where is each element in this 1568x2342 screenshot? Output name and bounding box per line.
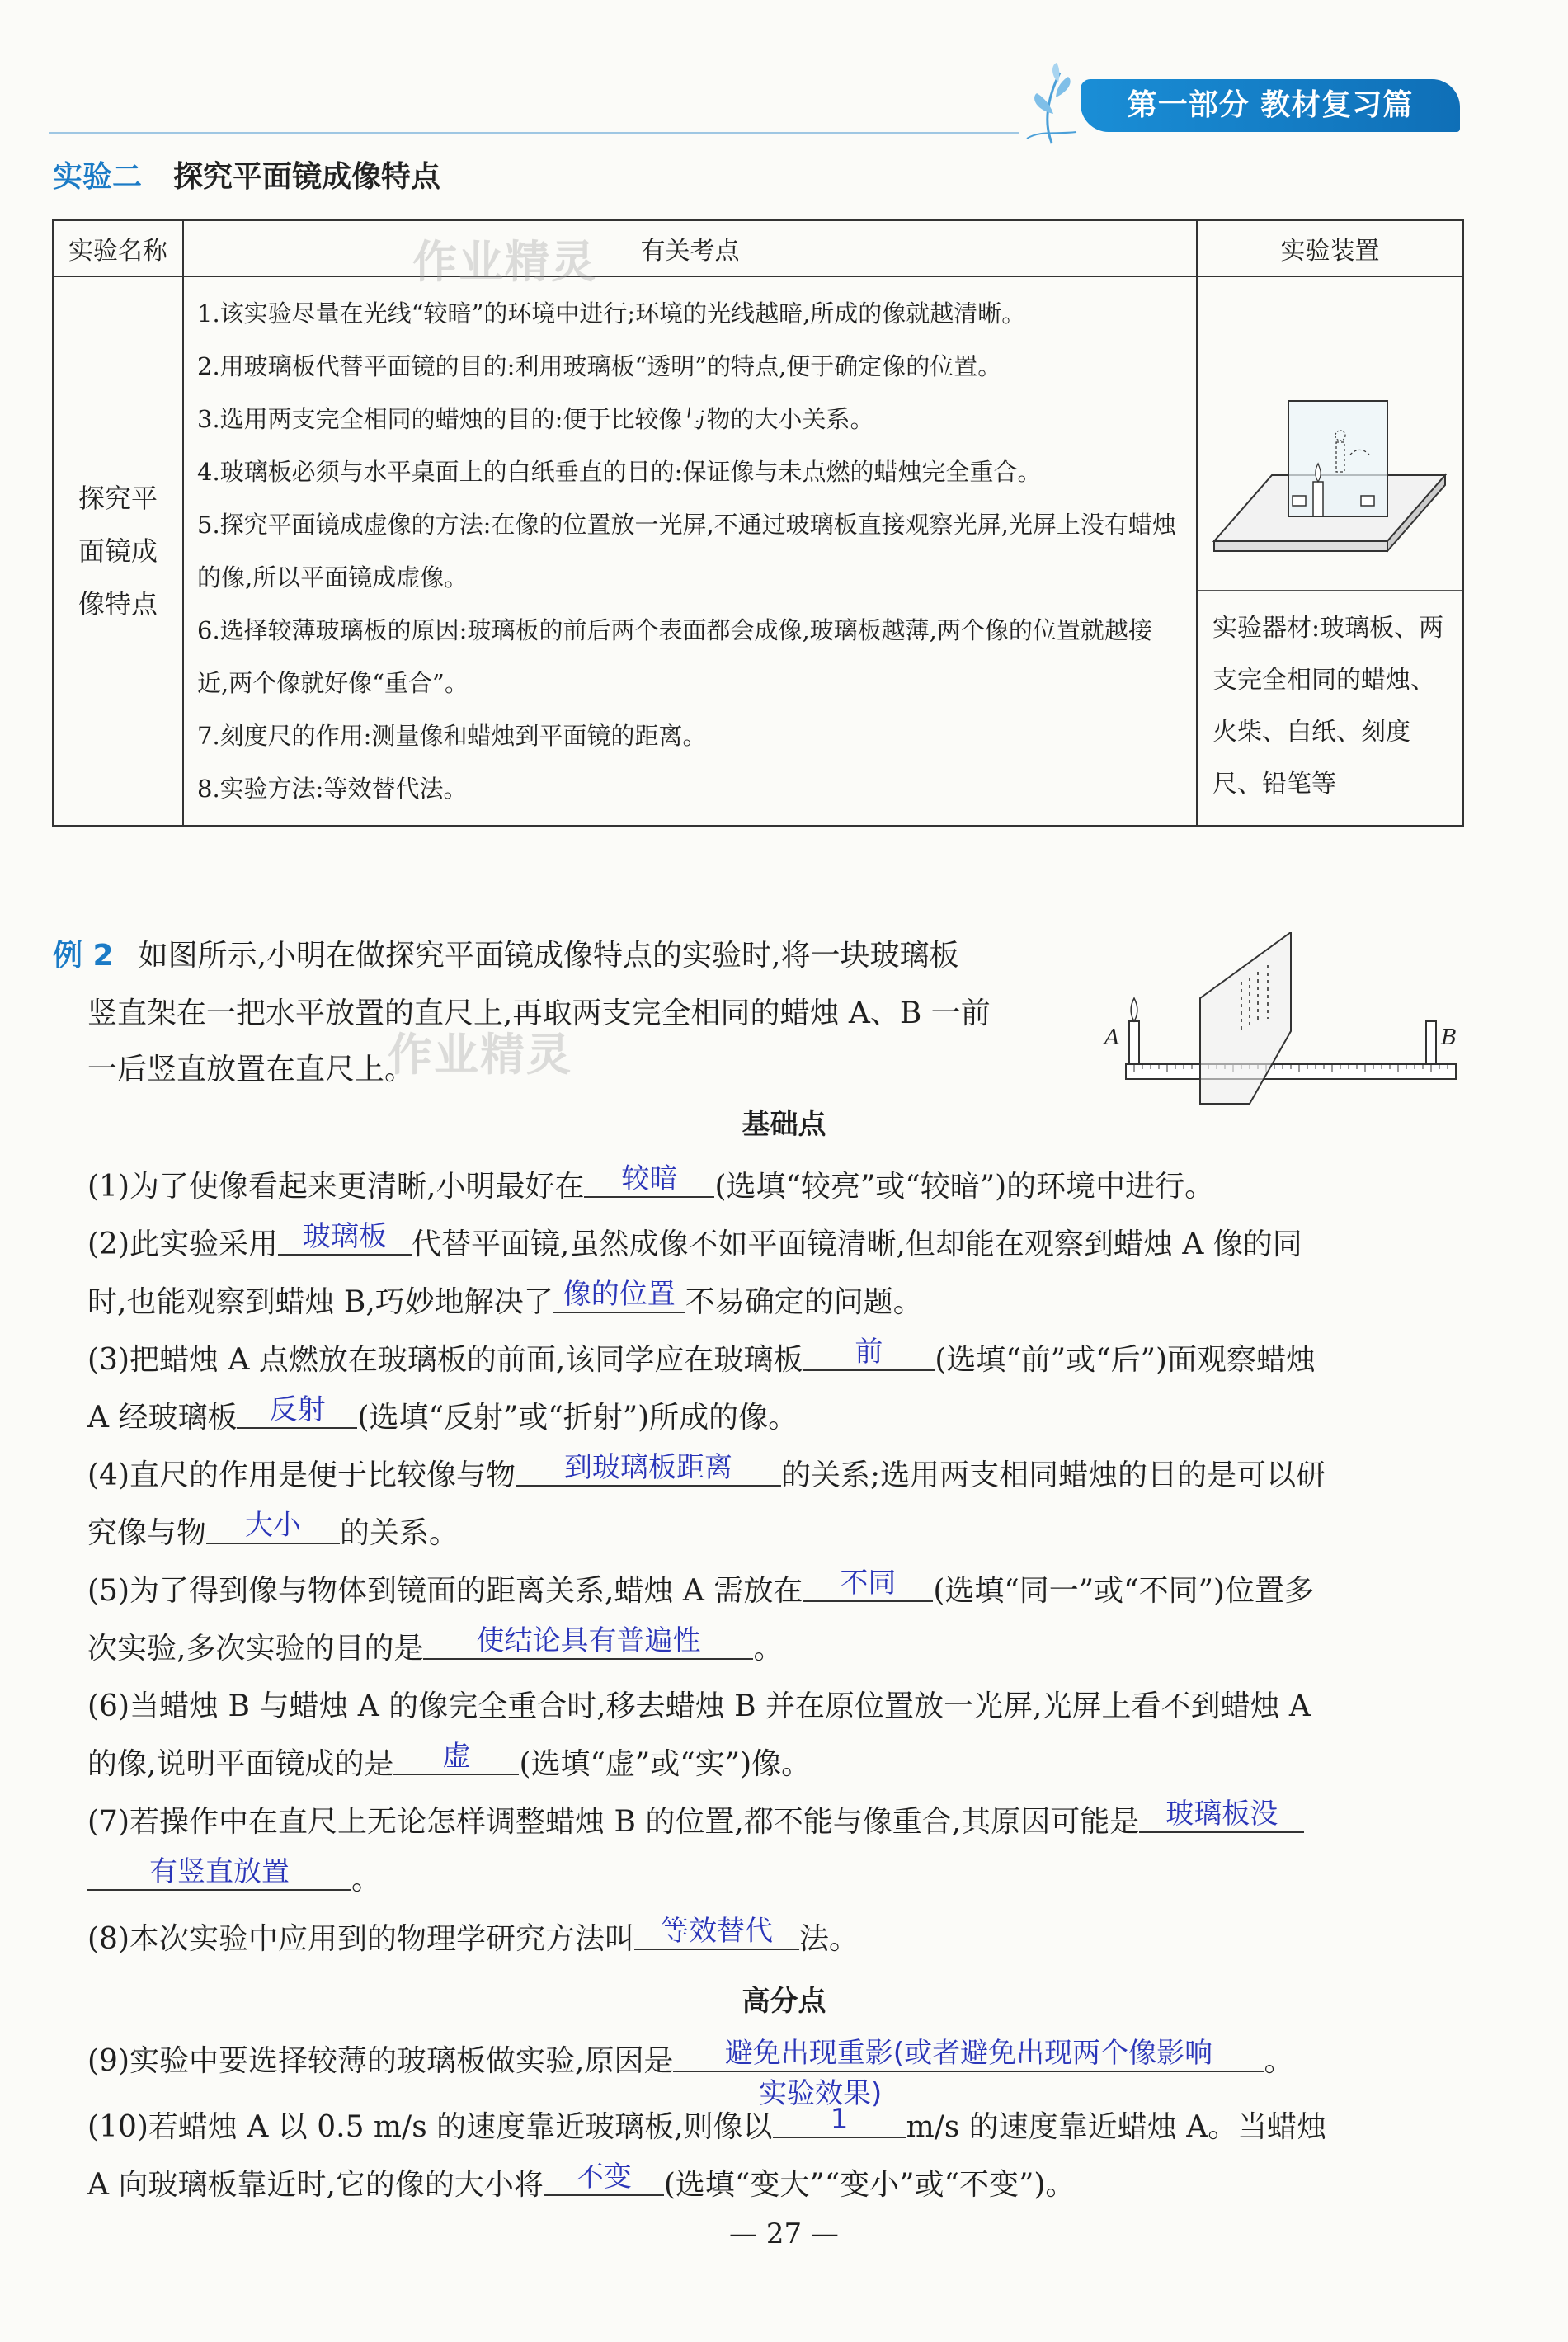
answer-blank: 前 bbox=[803, 1336, 935, 1371]
answer-blank: 1 bbox=[773, 2103, 906, 2138]
example-line-3: 一后竖直放置在直尺上。 bbox=[87, 1053, 415, 1086]
point-item: 6.选择较薄玻璃板的原因:玻璃板的前后两个表面都会成像,玻璃板越薄,两个像的位置就越接近,两个像就好像“重合”。 bbox=[197, 616, 1152, 697]
answer-blank: 不变 bbox=[544, 2161, 664, 2196]
equipment-list: 实验器材:玻璃板、两支完全相同的蜡烛、火柴、白纸、刻度尺、铅笔等 bbox=[1212, 614, 1444, 799]
question-4-cont: 究像与物 大小 的关系。 bbox=[87, 1509, 459, 1550]
question-2-cont: 时,也能观察到蜡烛 B,巧妙地解决了 像的位置 不易确定的问题。 bbox=[87, 1278, 923, 1319]
example-figure bbox=[1093, 932, 1464, 1110]
part-badge: 第一部分 教材复习篇 bbox=[1081, 79, 1460, 132]
question-7-cont: 有竖直放置 。 bbox=[87, 1856, 381, 1899]
question-6-cont: 的像,说明平面镜成的是 虚 (选填“虚”或“实”)像。 bbox=[87, 1740, 812, 1781]
header-rule bbox=[49, 132, 1019, 134]
question-8: (8)本次实验中应用到的物理学研究方法叫 等效替代 法。 bbox=[87, 1915, 859, 1956]
advanced-heading: 高分点 bbox=[742, 1985, 826, 2018]
question-1: (1)为了使像看起来更清晰,小明最好在 较暗 (选填“较亮”或“较暗”)的环境中进行。 bbox=[87, 1162, 1215, 1204]
experiment-name: 探究平面镜成像特点 bbox=[53, 276, 183, 826]
basic-heading: 基础点 bbox=[742, 1108, 826, 1141]
question-10-cont: A 向玻璃板靠近时,它的像的大小将 不变 (选填“变大”“变小”或“不变”)。 bbox=[87, 2161, 1076, 2202]
example-line-1: 例 2 如图所示,小明在做探究平面镜成像特点的实验时,将一块玻璃板 bbox=[53, 939, 959, 973]
page-number: — 27 — bbox=[729, 2217, 839, 2250]
key-points bbox=[183, 276, 1197, 826]
question-3-cont: A 经玻璃板 反射 (选填“反射”或“折射”)所成的像。 bbox=[87, 1393, 798, 1435]
example-label: 例 2 bbox=[53, 939, 114, 973]
point-item: 3.选用两支完全相同的蜡烛的目的:便于比较像与物的大小关系。 bbox=[197, 405, 874, 433]
answer-blank: 反射 bbox=[237, 1393, 357, 1429]
answer-blank: 不同 bbox=[803, 1567, 933, 1602]
answer-continuation: 实验效果) bbox=[759, 2077, 883, 2110]
answer-blank: 像的位置 bbox=[553, 1278, 685, 1313]
point-item: 8.实验方法:等效替代法。 bbox=[197, 775, 468, 803]
section-heading: 探究平面镜成像特点 bbox=[173, 160, 441, 194]
answer-blank: 使结论具有普遍性 bbox=[423, 1624, 753, 1660]
answer-blank: 大小 bbox=[206, 1509, 340, 1544]
answer-blank: 玻璃板没 bbox=[1139, 1798, 1304, 1833]
watermark: 作业精灵 bbox=[388, 1029, 572, 1081]
answer-blank: 到玻璃板距离 bbox=[516, 1451, 781, 1487]
answer-blank: 较暗 bbox=[584, 1162, 714, 1198]
header-cell-equipment: 实验装置 bbox=[1197, 220, 1463, 276]
question-4: (4)直尺的作用是便于比较像与物 到玻璃板距离 的关系;选用两支相同蜡烛的目的是可以研 bbox=[87, 1451, 1326, 1492]
header-cell-points: 有关考点 bbox=[183, 220, 1197, 276]
answer-blank: 避免出现重影(或者避免出现两个像影响 bbox=[673, 2037, 1264, 2072]
question-10: (10)若蜡烛 A 以 0.5 m/s 的速度靠近玻璃板,则像以 1 m/s 的速度靠近蜡烛 A。当蜡烛 bbox=[87, 2103, 1327, 2144]
answer-blank: 玻璃板 bbox=[278, 1220, 412, 1256]
equipment-cell bbox=[1197, 276, 1463, 826]
experiment-table bbox=[52, 219, 1464, 827]
question-7: (7)若操作中在直尺上无论怎样调整蜡烛 B 的位置,都不能与像重合,其原因可能是 玻璃板没 bbox=[87, 1798, 1304, 1841]
header-cell-name: 实验名称 bbox=[53, 220, 183, 276]
leaf-decoration-icon bbox=[1019, 56, 1085, 147]
answer-blank: 虚 bbox=[393, 1740, 519, 1775]
candle-a-label: A bbox=[1104, 1025, 1120, 1050]
section-title bbox=[53, 153, 440, 196]
point-item: 5.探究平面镜成虚像的方法:在像的位置放一光屏,不通过玻璃板直接观察光屏,光屏上没有蜡烛的像,所以平面镜成虚像。 bbox=[197, 511, 1176, 591]
point-item: 7.刻度尺的作用:测量像和蜡烛到平面镜的距离。 bbox=[197, 722, 707, 750]
point-item: 4.玻璃板必须与水平桌面上的白纸垂直的目的:保证像与未点燃的蜡烛完全重合。 bbox=[197, 458, 1042, 486]
answer-blank: 等效替代 bbox=[634, 1915, 799, 1950]
apparatus-figure bbox=[1198, 277, 1462, 591]
section-label: 实验二 bbox=[53, 160, 143, 194]
watermark: 作业精灵 bbox=[412, 236, 597, 288]
question-5: (5)为了得到像与物体到镜面的距离关系,蜡烛 A 需放在 不同 (选填“同一”或“不同”)位置多 bbox=[87, 1567, 1315, 1608]
point-item: 1.该实验尽量在光线“较暗”的环境中进行;环境的光线越暗,所成的像就越清晰。 bbox=[197, 299, 1026, 328]
example-line-2: 竖直架在一把水平放置的直尺上,再取两支完全相同的蜡烛 A、B 一前 bbox=[87, 997, 991, 1030]
point-item: 2.用玻璃板代替平面镜的目的:利用玻璃板“透明”的特点,便于确定像的位置。 bbox=[197, 352, 1002, 380]
question-2: (2)此实验采用 玻璃板 代替平面镜,虽然成像不如平面镜清晰,但却能在观察到蜡烛 A 像的同 bbox=[87, 1220, 1302, 1261]
answer-blank: 有竖直放置 bbox=[87, 1855, 351, 1891]
question-5-cont: 次实验,多次实验的目的是 使结论具有普遍性 。 bbox=[87, 1624, 784, 1666]
candle-b-label: B bbox=[1441, 1025, 1457, 1050]
question-3: (3)把蜡烛 A 点燃放在玻璃板的前面,该同学应在玻璃板 前 (选填“前”或“后”)面观察蜡烛 bbox=[87, 1336, 1316, 1377]
question-9: (9)实验中要选择较薄的玻璃板做实验,原因是 避免出现重影(或者避免出现两个像影响 。 bbox=[87, 2037, 1294, 2078]
question-6: (6)当蜡烛 B 与蜡烛 A 的像完全重合时,移去蜡烛 B 并在原位置放一光屏,光屏上看不到蜡烛 A bbox=[87, 1689, 1311, 1723]
